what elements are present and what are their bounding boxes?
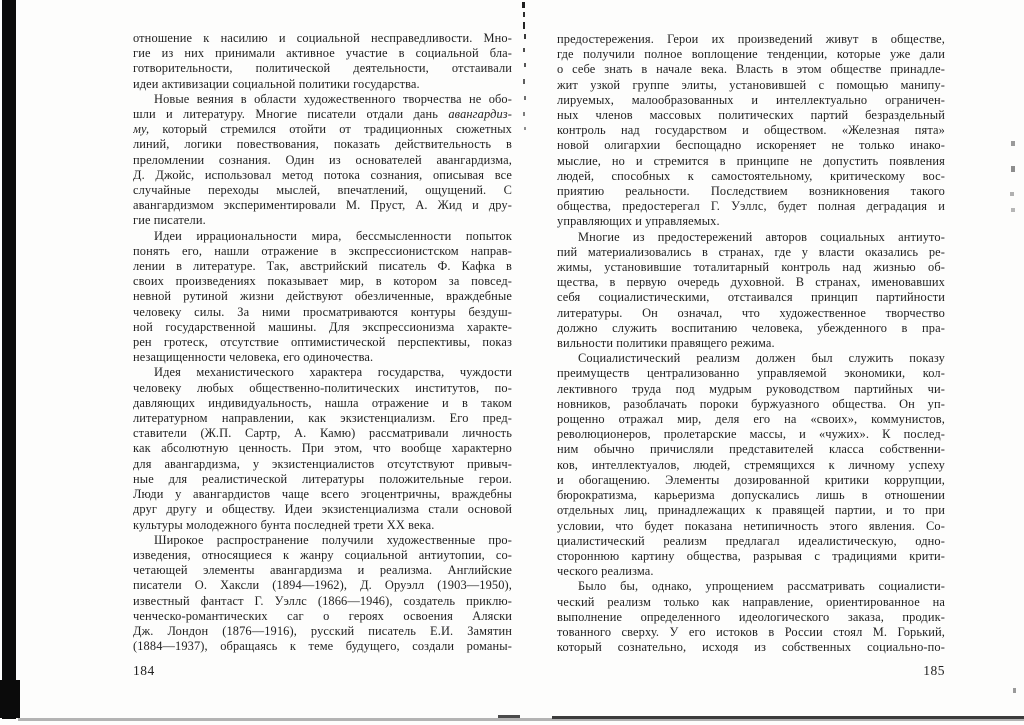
gutter-speck	[524, 96, 526, 100]
text-line: контроль над государством и обществом. «Железная пята»	[557, 123, 945, 138]
text-line: бюрократизма, карьеризма допускались лишь в отношении	[557, 488, 945, 503]
text-line: невной рутиной жизни действуют обезличенные, враждебные	[133, 289, 512, 304]
text-line: Д. Джойс, использовал метод потока сознания, описывая все	[133, 167, 512, 182]
text-line: идеи активизации социальной политики государства.	[133, 76, 420, 91]
text-line: давляющих индивидуальность, нашла отражение и в таком	[133, 395, 512, 410]
text-line: управляющих и управляемых.	[557, 214, 720, 229]
text-line: как абсолютную ценность. При этом, что вообще характерно	[133, 441, 512, 456]
text-line: преимуществ централизованно управляемой экономики, кол-	[557, 366, 945, 381]
text-line: (1884—1937), обращаясь к теме будущего, создали романы-	[133, 639, 512, 654]
text-line: жит узкой группе элиты, установившей с помощью манипу-	[557, 77, 945, 92]
text-line: Дж. Лондон (1876—1916), русский писатель Е.И. Замятин	[133, 623, 512, 638]
text-line: литературном направлении, как экзистенциализм. Его пред-	[133, 411, 512, 426]
text-line: людей, способных к самостоятельному, критическому вос-	[557, 168, 945, 183]
gutter-speck	[524, 63, 526, 67]
text-line: понять его, нашли отражение в экспрессионистском направ-	[133, 243, 512, 258]
text-line: рен гротеск, отсутствие оптимистической перспективы, показ	[133, 335, 512, 350]
scan-bottom-dash	[498, 715, 520, 718]
gutter-speck	[523, 112, 525, 116]
gutter-speck	[523, 79, 525, 84]
text-line: революционеров, пролетарские массы, и «чужих». К послед-	[557, 427, 945, 442]
edge-speck	[1011, 141, 1015, 146]
text-line: тованного сверху. У его истоков в России стоял М. Горький,	[557, 624, 945, 639]
text-line: и обогащению. Элементы дозированной критики коррупции,	[557, 472, 945, 487]
page-number-left: 184	[133, 663, 155, 678]
text-line: пий материализовались в странах, где у власти оказались ре-	[557, 244, 945, 259]
text-line: линий, логики повествования, показать действительность в	[133, 137, 512, 152]
text-line: ческого реализма.	[557, 564, 654, 579]
gutter-speck	[522, 2, 525, 8]
text-line: новой олигархии беспощадно искореняет не только инако-	[557, 138, 945, 153]
text-line: гие из них принимали активное участие в социальной бла-	[133, 46, 512, 61]
text-line: лективного труда под мудрым руководством партийных чи-	[557, 381, 945, 396]
text-line: Социалистический реализм должен был служить показу	[578, 351, 945, 366]
text-line: изведения, относящиеся к жанру социальной антиутопии, со-	[133, 547, 512, 562]
text-line: Новые веяния в области художественного творчества не обо-	[154, 91, 512, 106]
scan-left-edge	[2, 0, 16, 719]
text-line: Люди у авангардистов чаще всего эгоцентричны, враждебны	[133, 487, 512, 502]
text-line: Идея механистического характера государства, чуждости	[154, 365, 512, 380]
text-line: о себе знать в начале века. Власть в этом обществе принадле-	[557, 62, 945, 77]
gutter-speck	[524, 34, 526, 39]
text-line: отдельных лиц, принадлежащих к правящей партии, и то при	[557, 503, 945, 518]
text-line: Многие из предостережений авторов социальных антиуто-	[578, 229, 945, 244]
text-line: щества, в первую очередь духовной. В странах, именовавших	[557, 275, 945, 290]
text-line: приятию реальности. Последствием возникновения такого	[557, 184, 945, 199]
text-line: должно служить воспитанию человека, убежденного в пра-	[557, 320, 945, 335]
text-line: незащищенности человека, его одиночества.	[133, 350, 374, 365]
text-line: шли и литературу. Многие писатели отдали дань авангардиз-	[133, 107, 512, 122]
gutter-speck	[523, 12, 525, 17]
text-line: который сознательно, исходя из собственных социально-по-	[557, 640, 945, 655]
text-line: для авангардизма, у экзистенциалистов отсутствуют привыч-	[133, 456, 512, 471]
text-line: ставители (Ж.П. Сартр, А. Камю) рассматривали личность	[133, 426, 512, 441]
text-line: литературы. Он означал, что художественное творчество	[557, 305, 945, 320]
text-line: преломлении сознания. Один из основателей авангардизма,	[133, 152, 512, 167]
text-line: Идеи иррациональности мира, бессмысленности попыток	[154, 228, 512, 243]
text-line: выполнение определенного идеологического заказа, продик-	[557, 609, 945, 624]
text-line: человеку любых общественно-политических институтов, по-	[133, 380, 512, 395]
text-line: где получили полное воплощение тенденции, которые уже дали	[557, 47, 945, 62]
edge-speck	[1011, 166, 1015, 172]
text-line: ные для реалистической литературы положительные герои.	[133, 471, 512, 486]
scan-bottom-line-dark	[552, 716, 1024, 719]
edge-speck	[1013, 688, 1016, 693]
text-line: циалистический реализм предлагал идеалистическую, одно-	[557, 533, 945, 548]
text-line: ним обычно причисляли представителей класса собственни-	[557, 442, 945, 457]
text-line: лируемых, малообразованных и интеллектуально ограничен-	[557, 92, 945, 107]
edge-speck	[1010, 192, 1014, 196]
text-line: му, который стремился отойти от традиционных сюжетных	[133, 122, 512, 137]
text-line: условии, что будет показана нетипичность этого явления. Со-	[557, 518, 945, 533]
scan-left-edge-foot	[0, 680, 20, 718]
text-line: новников, разоблачать пороки буржуазного общества. Он уп-	[557, 396, 945, 411]
text-line: себя социалистическими, отстаивался принцип партийности	[557, 290, 945, 305]
text-line: писатели О. Хаксли (1894—1962), Д. Оруэлл (1903—1950),	[133, 578, 512, 593]
text-line: Было бы, однако, упрощением рассматривать социалисти-	[578, 579, 945, 594]
text-line: ной государственной машины. Для экспрессионизма характе-	[133, 319, 512, 334]
text-line: ческий реализм только как направление, ориентированное на	[557, 594, 945, 609]
text-line: мыслие, но и стремится в принципе не допустить появления	[557, 153, 945, 168]
page-left-text	[133, 31, 512, 654]
gutter-speck	[524, 127, 526, 130]
page-right-text	[557, 32, 945, 655]
text-line: ных членов массовых политических партий безраздельный	[557, 108, 945, 123]
text-line: отношение к насилию и социальной несправедливости. Мно-	[133, 31, 512, 45]
text-line: вильности политики правящего режима.	[557, 336, 775, 351]
text-line: друг другу и обществу. Идеи экзистенциализма стали основой	[133, 502, 512, 517]
text-line: авангардизмом экспериментировали М. Пруст, А. Жид и дру-	[133, 198, 512, 213]
edge-speck	[1011, 208, 1015, 212]
text-line: общества, предостерегал Г. Уэллс, будет полная деградация и	[557, 199, 945, 214]
text-line: Широкое распространение получили художественные про-	[154, 532, 512, 547]
text-line: ченческо-романтических саг о героях освоения Аляски	[133, 608, 512, 623]
text-line: предостережения. Герои их произведений живут в обществе,	[557, 32, 945, 46]
text-line: ков, интеллектуалов, людей, стремящихся к личному успеху	[557, 457, 945, 472]
text-line: жимы, установившие тоталитарный контроль над жизнью об-	[557, 260, 945, 275]
text-line: культуры молодежного бунта последней трети XX века.	[133, 517, 435, 532]
gutter-speck	[523, 48, 525, 52]
text-line: своих произведениях показывает мир, в котором за повсед-	[133, 274, 512, 289]
gutter-speck	[523, 22, 525, 29]
page-number-right: 185	[923, 663, 945, 678]
text-line: четающей элементы авангардизма и реализма. Английские	[133, 563, 512, 578]
text-line: известный фантаст Г. Уэллс (1866—1946), создатель приклю-	[133, 593, 512, 608]
text-line: рощенно отражал мир, деля его на «своих», коммунистов,	[557, 412, 945, 427]
text-line: стороннюю картину общества, разрывая с традициями крити-	[557, 548, 945, 563]
text-line: лении в литературе. Так, австрийский писатель Ф. Кафка в	[133, 259, 512, 274]
text-line: случайные переходы мыслей, впечатлений, ощущений. С	[133, 183, 512, 198]
text-line: человеку силы. За ними просматриваются контуры бездуш-	[133, 304, 512, 319]
text-line: готворительности, политической деятельности, отстаивали	[133, 61, 512, 76]
text-line: гие писатели.	[133, 213, 206, 228]
